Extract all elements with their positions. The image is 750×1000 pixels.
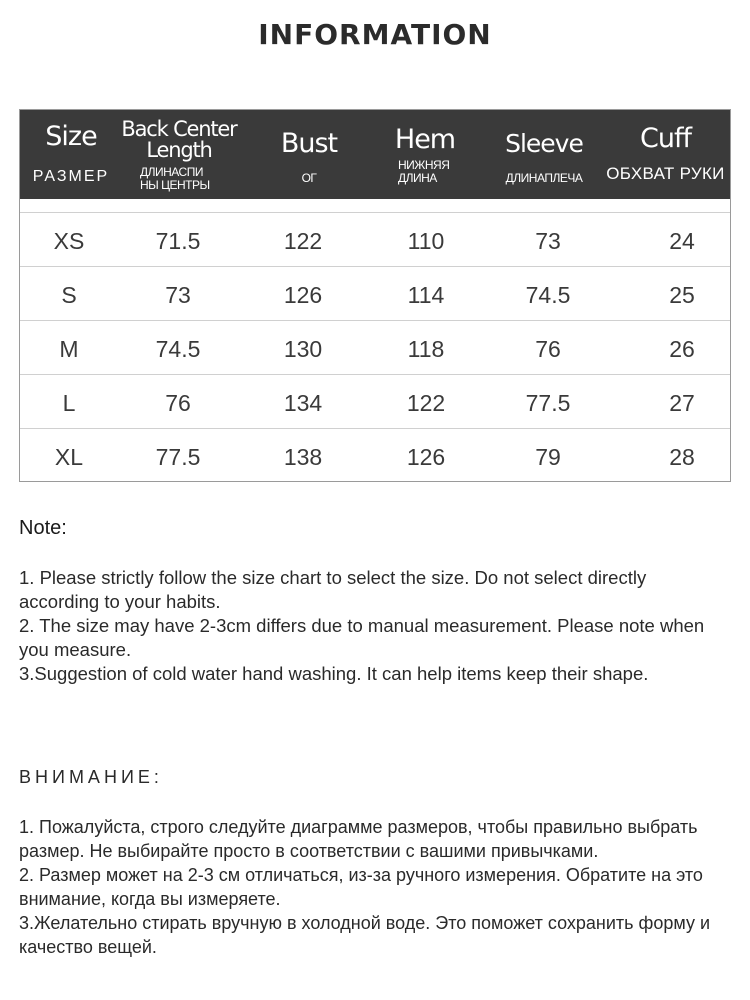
- table-cell: 25: [669, 282, 695, 308]
- table-cell: 77.5: [525, 390, 571, 416]
- table-cell: 79: [535, 444, 561, 470]
- table-cell: 76: [535, 336, 561, 362]
- table-cell: 74.5: [525, 282, 571, 308]
- table-cell: XL: [54, 444, 84, 470]
- header-hem-ru: НИЖНЯЯ ДЛИНА: [398, 158, 450, 185]
- table-cell: XS: [53, 228, 85, 254]
- table-cell: 126: [283, 282, 323, 308]
- header-hem: [365, 110, 485, 199]
- header-sleeve: [484, 110, 604, 199]
- header-sleeve-label: Sleeve: [505, 129, 583, 158]
- header-bust: [249, 110, 369, 199]
- table-cell: 114: [407, 282, 445, 308]
- table-cell: 73: [535, 228, 561, 254]
- header-hem-label: Hem: [394, 124, 456, 155]
- table-header: [20, 110, 730, 199]
- header-back-center-length: [118, 110, 240, 199]
- note-ru-item: 2. Размер может на 2-3 см отличаться, из-за ручного измерения. Обратите на это внимание, когда вы измеряете.: [19, 865, 703, 909]
- table-cell: 24: [669, 228, 695, 254]
- note-ru-text: [19, 815, 729, 959]
- header-size: [20, 110, 122, 199]
- header-back-center-length-ru: ДЛИНАСПИ НЫ ЦЕНТРЫ: [140, 165, 210, 192]
- table-cell: 27: [669, 390, 695, 416]
- note-text: [19, 566, 719, 686]
- table-cell: 77.5: [155, 444, 201, 470]
- table-row: [20, 266, 730, 320]
- size-chart-table: [19, 109, 731, 482]
- header-sleeve-ru: ДЛИНАПЛЕЧА: [505, 171, 583, 185]
- note-ru-item: 1. Пожалуйста, строго следуйте диаграмме размеров, чтобы правильно выбрать размер. Не выбирайте просто в соответствии с вашими привычками.: [19, 817, 698, 861]
- table-cell: S: [61, 282, 77, 308]
- table-cell: 28: [669, 444, 695, 470]
- table-row: [20, 212, 730, 266]
- header-cuff-label: Cuff: [640, 123, 691, 154]
- table-row: [20, 320, 730, 374]
- table-cell: 134: [283, 390, 323, 416]
- header-cuff: [600, 110, 731, 199]
- table-cell: 74.5: [155, 336, 201, 362]
- header-cuff-ru: ОБХВАТ РУКИ: [606, 164, 725, 183]
- header-bust-label: Bust: [280, 128, 338, 159]
- table-cell: L: [62, 390, 76, 416]
- header-bust-ru: ОГ: [301, 171, 317, 185]
- table-cell: 138: [283, 444, 323, 470]
- note-ru-heading: ВНИМАНИЕ:: [19, 767, 163, 787]
- table-cell: 130: [283, 336, 323, 362]
- header-size-ru: РАЗМЕР: [32, 168, 110, 185]
- page-title: INFORMATION: [258, 18, 492, 51]
- table-cell: 73: [165, 282, 191, 308]
- note-item: 1. Please strictly follow the size chart to select the size. Do not select directly according to your habits.: [19, 567, 647, 612]
- table-cell: 126: [406, 444, 446, 470]
- note-heading: Note:: [19, 517, 67, 539]
- note-ru-item: 3.Желательно стирать вручную в холодной воде. Это поможет сохранить форму и качество вещей.: [19, 913, 711, 957]
- note-item: 3.Suggestion of cold water hand washing. It can help items keep their shape.: [19, 663, 649, 684]
- table-cell: 26: [669, 336, 695, 362]
- table-cell: 122: [283, 228, 323, 254]
- header-back-center-length-label: Back Center Length: [121, 117, 237, 162]
- header-size-label: Size: [45, 121, 97, 152]
- table-row: [20, 374, 730, 428]
- note-item: 2. The size may have 2-3cm differs due to manual measurement. Please note when you measure.: [19, 615, 705, 660]
- table-cell: 118: [407, 336, 445, 362]
- table-cell: 76: [165, 390, 191, 416]
- table-cell: M: [59, 336, 79, 362]
- table-cell: 110: [407, 228, 445, 254]
- table-cell: 122: [406, 390, 446, 416]
- table-row: [20, 428, 730, 482]
- table-cell: 71.5: [155, 228, 201, 254]
